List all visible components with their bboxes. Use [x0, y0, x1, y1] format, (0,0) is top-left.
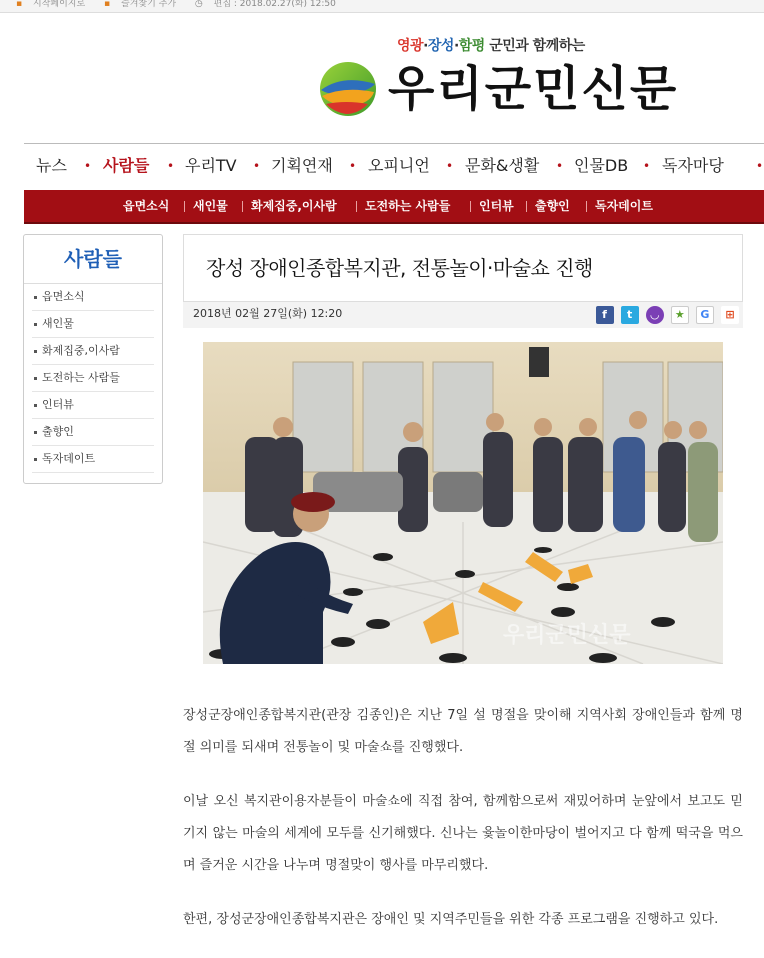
subnav-spotlight[interactable]: 화제집중,이사람: [251, 199, 337, 213]
windows-icon[interactable]: ⊞: [721, 306, 739, 324]
logo-sphere-icon: [318, 60, 378, 118]
subnav-separator: [356, 201, 357, 212]
sidebar-title: 사람들: [24, 235, 162, 284]
nav-opinion[interactable]: 오피니언: [368, 156, 430, 175]
article-paragraph: 이날 오신 복지관이용자분들이 마술쇼에 직접 참여, 함께함으로써 재밌어하며 눈앞에서 보고도 믿기지 않는 마술의 세계에 모두를 신기해했다. 신나는 윷놀이한마당이 벌어지고 다 함께 떡국을 먹으며 즐거운 시간을 나누며 명절맞이 행사를 마무리했다.: [183, 794, 743, 873]
nav-readers[interactable]: 독자마당: [662, 156, 724, 175]
sidebar-list: [32, 284, 154, 473]
edit-timestamp: ◷ 편집 : 2018.02.27(화) 12:50: [194, 0, 336, 9]
masthead-tagline: 영광·장성·함평 군민과 함께하는: [397, 38, 585, 54]
sidebar-item-reader-date[interactable]: 독자데이트: [32, 446, 154, 473]
star-icon[interactable]: ★: [671, 306, 689, 324]
article-header: [183, 234, 743, 302]
nav-separator: •: [446, 159, 454, 173]
nav-news[interactable]: 뉴스: [36, 156, 67, 175]
sidebar-item-challengers[interactable]: 도전하는 사람들: [32, 365, 154, 392]
sidebar-item-town-news[interactable]: 읍면소식: [32, 284, 154, 311]
subnav-interview[interactable]: 인터뷰: [479, 199, 514, 213]
sidebar-item-new-people[interactable]: 새인물: [32, 311, 154, 338]
article-body: [183, 700, 743, 958]
subnav-challengers[interactable]: 도전하는 사람들: [365, 199, 451, 213]
sidebar-item-spotlight[interactable]: 화제집중,이사람: [32, 338, 154, 365]
nav-culture[interactable]: 문화&생활: [465, 156, 540, 175]
subnav-separator: [526, 201, 527, 212]
sub-nav: [24, 190, 764, 224]
subnav-reader-date[interactable]: 독자데이트: [595, 199, 653, 213]
nav-separator: •: [167, 159, 175, 173]
bullet-icon: [34, 350, 37, 353]
article-paragraph: 장성군장애인종합복지관(관장 김종인)은 지난 7일 설 명절을 맞이해 지역사회 장애인들과 함께 명절 의미를 되새며 전통놀이 및 마술쇼를 진행했다.: [183, 708, 743, 755]
article-title: 장성 장애인종합복지관, 전통놀이·마술쇼 진행: [206, 256, 593, 280]
nav-series[interactable]: 기획연재: [271, 156, 333, 175]
subnav-hometown[interactable]: 출향인: [535, 199, 570, 213]
article-paragraph: 한편, 장성군장애인종합복지관은 장애인 및 지역주민들을 위한 각종 프로그램을 진행하고 있다.: [183, 912, 719, 927]
bullet-icon: [34, 296, 37, 299]
bookmark-link[interactable]: ▪ 즐겨찾기 추가: [104, 0, 177, 9]
sidebar: [23, 234, 163, 484]
nav-separator: •: [253, 159, 261, 173]
nav-separator: •: [643, 159, 651, 173]
article-date: 2018년 02월 27일(화) 12:20: [193, 307, 343, 320]
bullet-icon: [34, 458, 37, 461]
bullet-icon: [34, 323, 37, 326]
twitter-icon[interactable]: t: [621, 306, 639, 324]
article-info-bar: [183, 302, 743, 328]
bullet-icon: [34, 431, 37, 434]
facebook-icon[interactable]: f: [596, 306, 614, 324]
nav-separator: •: [756, 159, 764, 173]
main-nav: [24, 143, 764, 188]
article-photo: [203, 342, 723, 664]
share-buttons: [594, 306, 739, 324]
subnav-town-news[interactable]: 읍면소식: [123, 199, 170, 213]
nav-separator: •: [349, 159, 357, 173]
nav-people[interactable]: 사람들: [103, 156, 150, 175]
bullet-icon: [34, 404, 37, 407]
subnav-new-people[interactable]: 새인물: [193, 199, 228, 213]
google-icon[interactable]: G: [696, 306, 714, 324]
photo-watermark: 우리군민신문: [503, 623, 631, 648]
nav-wooritv[interactable]: 우리TV: [185, 156, 237, 175]
subnav-separator: [184, 201, 185, 212]
nav-separator: •: [84, 159, 92, 173]
start-page-link[interactable]: ▪ 시작페이지로: [16, 0, 86, 9]
bullet-icon: [34, 377, 37, 380]
clock-icon: ◷: [194, 0, 203, 9]
subnav-separator: [586, 201, 587, 212]
chat-icon[interactable]: ◡: [646, 306, 664, 324]
sidebar-item-hometown[interactable]: 출향인: [32, 419, 154, 446]
nav-people-db[interactable]: 인물DB: [574, 156, 629, 175]
sidebar-item-interview[interactable]: 인터뷰: [32, 392, 154, 419]
top-utility-bar: [0, 0, 764, 13]
logo-wordmark: 우리군민신문: [388, 61, 679, 117]
nav-separator: •: [556, 159, 564, 173]
photo-illustration: [203, 342, 723, 664]
subnav-separator: [242, 201, 243, 212]
subnav-separator: [470, 201, 471, 212]
site-logo[interactable]: [318, 58, 718, 120]
